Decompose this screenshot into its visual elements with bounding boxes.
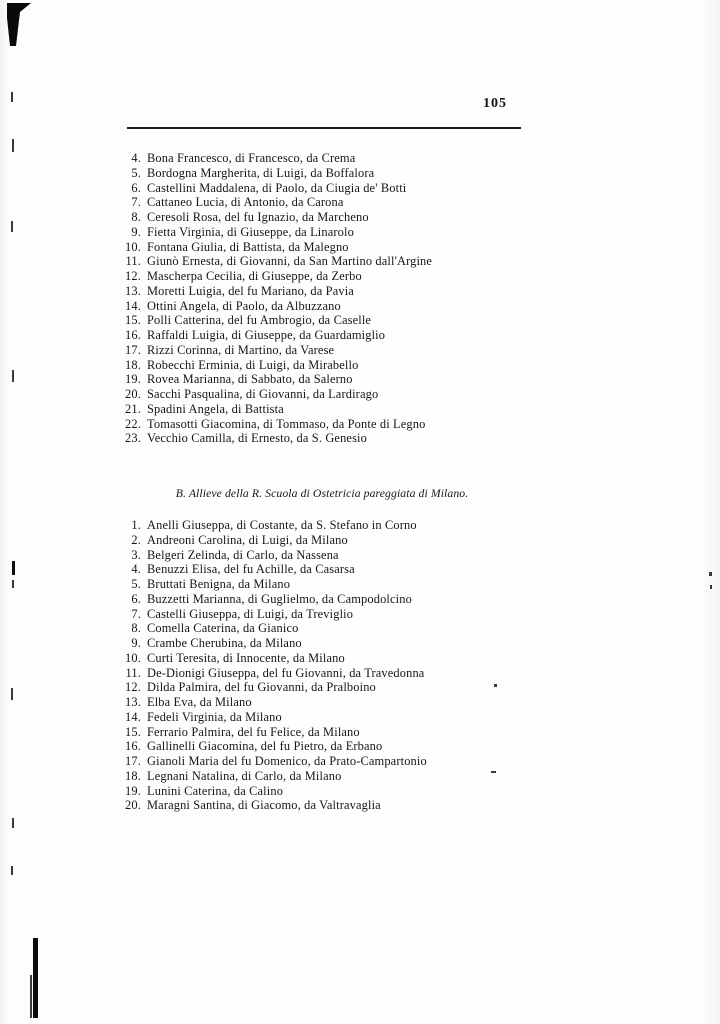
scan-artifact	[11, 221, 13, 232]
list-item	[116, 710, 616, 725]
item-number: 10.	[125, 239, 141, 254]
item-text: Robecchi Erminia, di Luigi, da Mirabello	[147, 357, 359, 372]
item-text: Lunini Caterina, da Calino	[147, 783, 284, 798]
item-number: 21.	[125, 401, 141, 416]
item-number: 12.	[125, 269, 141, 283]
list-item	[116, 313, 616, 328]
item-text: Fietta Virginia, di Giuseppe, da Linarolo	[147, 224, 354, 239]
scan-artifact	[12, 370, 14, 382]
scan-artifact	[30, 975, 32, 1018]
item-text: Ottini Angela, di Paolo, da Albuzzano	[147, 298, 341, 313]
list-item	[116, 769, 616, 784]
item-number: 13.	[125, 283, 141, 298]
list-item	[116, 798, 616, 813]
list-item	[116, 254, 616, 269]
item-text: Castellini Maddalena, di Paolo, da Ciugia de' Botti	[147, 180, 407, 195]
item-number: 19.	[125, 783, 141, 798]
item-number: 9.	[131, 224, 141, 239]
item-text: Belgeri Zelinda, di Carlo, da Nassena	[147, 547, 339, 562]
item-text: Gallinelli Giacomina, del fu Pietro, da Erbano	[147, 739, 383, 754]
list-item	[116, 666, 616, 681]
item-text: Fedeli Virginia, da Milano	[147, 709, 282, 724]
item-number: 20.	[125, 387, 141, 401]
item-number: 4.	[131, 562, 141, 577]
header-divider	[127, 127, 521, 129]
item-text: Curti Teresita, di Innocente, da Milano	[147, 650, 345, 665]
item-text: Crambe Cherubina, da Milano	[147, 636, 302, 650]
item-number: 15.	[125, 313, 141, 328]
item-text: Vecchio Camilla, di Ernesto, da S. Genesio	[147, 431, 367, 446]
item-text: Anelli Giuseppa, di Costante, da S. Stefano in Corno	[147, 518, 417, 532]
item-text: Mascherpa Cecilia, di Giuseppe, da Zerbo	[147, 269, 362, 283]
item-text: Maragni Santina, di Giacomo, da Valtravaglia	[147, 798, 381, 813]
item-text: Cattaneo Lucia, di Antonio, da Carona	[147, 195, 344, 210]
list-item	[116, 754, 616, 769]
scan-artifact-corner-mark	[0, 0, 60, 60]
section-heading: B. Allieve della R. Scuola di Ostetricia pareggiata di Milano.	[175, 487, 469, 500]
item-number: 5.	[131, 577, 141, 591]
list-item	[116, 166, 616, 181]
list-item	[116, 372, 616, 387]
item-number: 12.	[125, 680, 141, 695]
item-text: Castelli Giuseppa, di Luigi, da Treviglio	[147, 606, 354, 621]
scan-artifact	[709, 572, 712, 576]
scan-artifact	[12, 139, 14, 152]
list-item	[116, 151, 616, 166]
item-number: 22.	[125, 416, 141, 431]
item-number: 1.	[131, 518, 141, 532]
list-item	[116, 195, 616, 210]
item-number: 17.	[125, 342, 141, 357]
list-item	[116, 299, 616, 314]
item-number: 2.	[131, 532, 141, 547]
scan-artifact	[33, 938, 38, 1018]
scan-artifact	[11, 688, 13, 700]
item-text: Raffaldi Luigia, di Giuseppe, da Guardamiglio	[147, 328, 386, 342]
item-number: 16.	[125, 739, 141, 754]
list-item	[116, 328, 616, 343]
item-number: 6.	[131, 180, 141, 195]
item-text: Rizzi Corinna, di Martino, da Varese	[147, 342, 335, 357]
item-number: 5.	[131, 165, 141, 180]
list-item	[116, 225, 616, 240]
list-item	[116, 417, 616, 432]
list-item	[116, 548, 616, 563]
item-text: Legnani Natalina, di Carlo, da Milano	[147, 768, 342, 783]
item-number: 14.	[125, 298, 141, 313]
list-item	[116, 592, 616, 607]
item-number: 17.	[125, 754, 141, 768]
item-text: Andreoni Carolina, di Luigi, da Milano	[147, 532, 348, 547]
item-text: Polli Catterina, del fu Ambrogio, da Caselle	[147, 313, 372, 328]
list-item	[116, 358, 616, 373]
scan-artifact	[11, 866, 13, 875]
item-text: Ceresoli Rosa, del fu Ignazio, da Marcheno	[147, 210, 369, 224]
list-item	[116, 402, 616, 417]
item-number: 11.	[125, 254, 141, 269]
item-number: 23.	[125, 431, 141, 446]
item-text: Buzzetti Marianna, di Guglielmo, da Campodolcino	[147, 591, 412, 606]
item-number: 16.	[125, 328, 141, 342]
item-number: 20.	[125, 798, 141, 813]
list-item	[116, 562, 616, 577]
item-text: Bordogna Margherita, di Luigi, da Boffalora	[147, 165, 375, 180]
item-text: Fontana Giulia, di Battista, da Malegno	[147, 239, 349, 254]
list-item	[116, 210, 616, 225]
item-text: De-Dionigi Giuseppa, del fu Giovanni, da Travedonna	[147, 665, 425, 680]
item-number: 14.	[125, 709, 141, 724]
list-item	[116, 784, 616, 799]
item-text: Benuzzi Elisa, del fu Achille, da Casarsa	[147, 562, 355, 577]
list-item	[116, 343, 616, 358]
scan-artifact	[12, 561, 15, 575]
item-text: Bruttati Benigna, da Milano	[147, 577, 291, 591]
list-item	[116, 739, 616, 754]
item-text: Dilda Palmira, del fu Giovanni, da Pralboino	[147, 680, 376, 695]
item-text: Tomasotti Giacomina, di Tommaso, da Ponte di Legno	[147, 416, 426, 431]
item-number: 8.	[131, 210, 141, 224]
item-number: 3.	[131, 547, 141, 562]
list-item	[116, 284, 616, 299]
scan-artifact	[12, 818, 14, 828]
list-item	[116, 607, 616, 622]
list-item	[116, 680, 616, 695]
item-number: 18.	[125, 768, 141, 783]
list-item	[116, 577, 616, 592]
list-item	[116, 533, 616, 548]
student-list-a	[116, 151, 616, 446]
student-list-b	[116, 518, 616, 813]
list-item	[116, 269, 616, 284]
item-number: 8.	[131, 621, 141, 636]
list-item	[116, 387, 616, 402]
item-number: 18.	[125, 357, 141, 372]
item-number: 6.	[131, 591, 141, 606]
item-number: 7.	[131, 195, 141, 210]
scan-artifact	[710, 585, 712, 589]
item-text: Giunò Ernesta, di Giovanni, da San Martino dall'Argine	[147, 254, 433, 269]
item-text: Spadini Angela, di Battista	[147, 401, 284, 416]
item-text: Rovea Marianna, di Sabbato, da Salerno	[147, 372, 353, 387]
item-number: 10.	[125, 650, 141, 665]
item-text: Sacchi Pasqualina, di Giovanni, da Lardirago	[147, 387, 379, 401]
item-text: Moretti Luigia, del fu Mariano, da Pavia	[147, 283, 354, 298]
list-item	[116, 725, 616, 740]
page-number: 105	[483, 96, 507, 111]
scan-artifact	[11, 92, 13, 102]
item-number: 13.	[125, 695, 141, 709]
list-item	[116, 651, 616, 666]
list-item	[116, 431, 616, 446]
item-number: 9.	[131, 636, 141, 650]
scan-artifact	[12, 580, 14, 588]
list-item	[116, 240, 616, 255]
item-number: 19.	[125, 372, 141, 387]
item-number: 11.	[125, 665, 141, 680]
item-text: Ferrario Palmira, del fu Felice, da Milano	[147, 724, 360, 739]
item-text: Gianoli Maria del fu Domenico, da Prato-Campartonio	[147, 754, 427, 768]
item-number: 7.	[131, 606, 141, 621]
list-item	[116, 636, 616, 651]
list-item	[116, 621, 616, 636]
item-text: Bona Francesco, di Francesco, da Crema	[147, 151, 356, 165]
item-number: 15.	[125, 724, 141, 739]
item-text: Comella Caterina, da Gianico	[147, 621, 299, 636]
list-item	[116, 181, 616, 196]
item-text: Elba Eva, da Milano	[147, 695, 252, 709]
list-item	[116, 695, 616, 710]
item-number: 4.	[131, 151, 141, 165]
list-item	[116, 518, 616, 533]
